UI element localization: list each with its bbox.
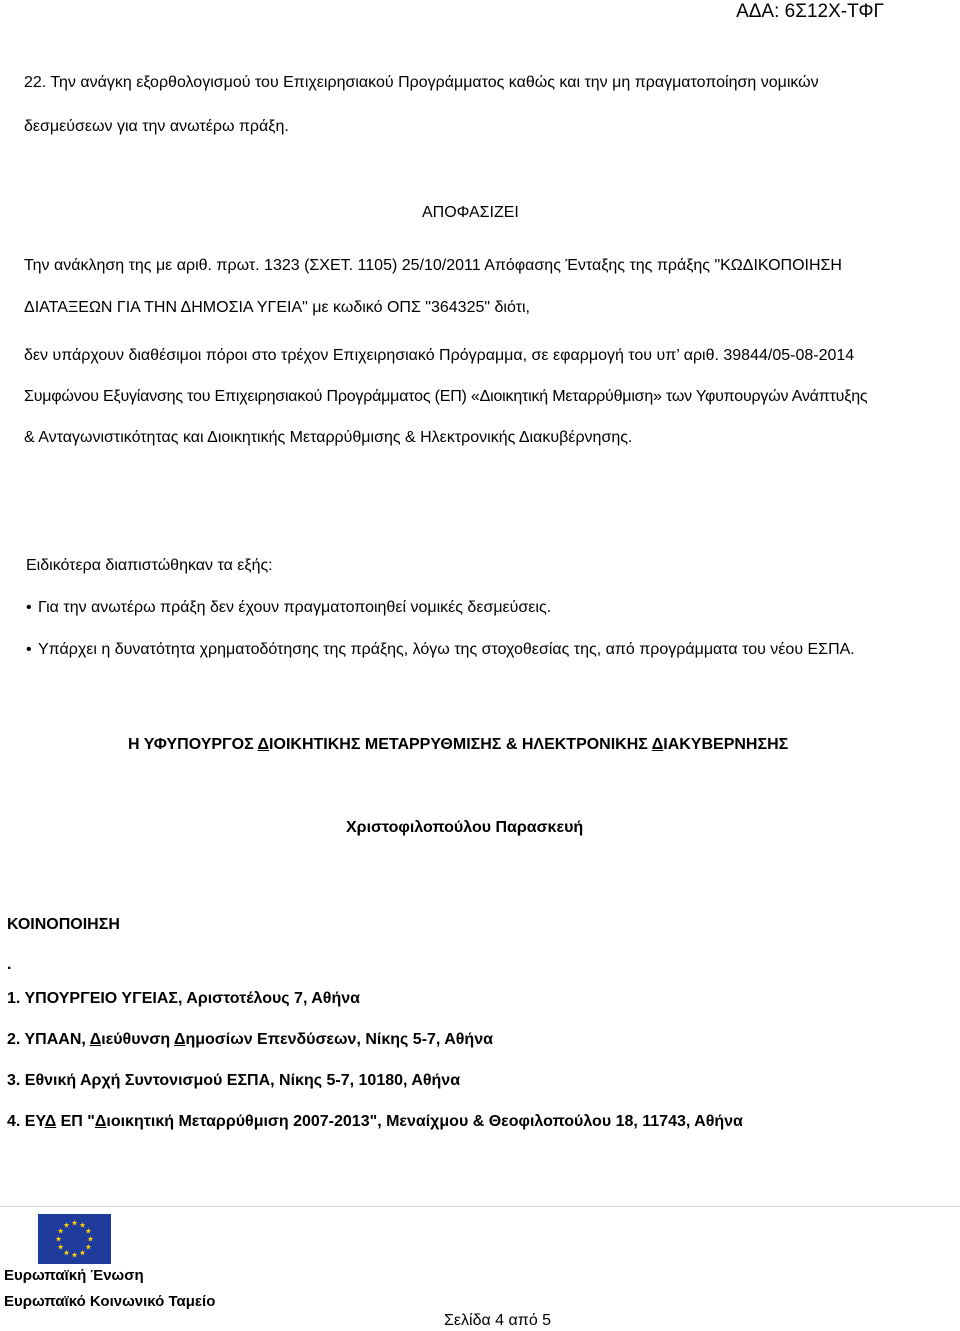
footer-divider xyxy=(0,1206,960,1207)
findings-item-text: Υπάρχει η δυνατότητα χρηματοδότησης της πράξης, λόγω της στοχοθεσίας της, από προγράμματα του νέου ΕΣΠΑ. xyxy=(38,641,855,658)
signatory-title-part: ΙΟΙΚΗΤΙΚΗΣ ΜΕΤΑΡΡΥΘΜΙΣΗΣ & ΗΛΕΚΤΡΟΝΙΚΗΣ xyxy=(269,736,652,753)
notification-item-part: ιεύθυνση xyxy=(101,1031,174,1048)
signatory-title-part: Η ΥΦΥΠΟΥΡΓΟΣ xyxy=(128,736,258,753)
findings-intro: Ειδικότερα διαπιστώθηκαν τα εξής: xyxy=(26,557,273,574)
signatory-title-part: ΙΑΚΥΒΕΡΝΗΣΗΣ xyxy=(663,736,789,753)
notification-item-3: 3. Εθνική Αρχή Συντονισμού ΕΣΠΑ, Νίκης 5-7, 10180, Αθήνα xyxy=(7,1072,461,1089)
findings-item-text: Για την ανωτέρω πράξη δεν έχουν πραγματοποιηθεί νομικές δεσμεύσεις. xyxy=(38,599,552,616)
notification-item-part: Δ xyxy=(89,1031,102,1048)
notification-item-part: Δ xyxy=(94,1113,107,1130)
signatory-title-part: Δ xyxy=(651,736,664,753)
bullet: • xyxy=(26,641,32,658)
esf-label: Ευρωπαϊκό Κοινωνικό Ταμείο xyxy=(4,1293,216,1310)
decision-line-4: Συμφώνου Εξυγίανσης του Επιχειρησιακού Προγράμματος (ΕΠ) «Διοικητική Μεταρρύθμιση» των Υφυπουργών Ανάπτυξης xyxy=(24,388,868,405)
ada-code: ΑΔΑ: 6Σ12Χ-ΤΦΓ xyxy=(736,1,884,22)
decision-line-1: Την ανάκληση της με αριθ. πρωτ. 1323 (ΣΧΕΤ. 1105) 25/10/2011 Απόφασης Ένταξης της πράξης "ΚΩΔΙΚΟΠΟΙΗΣΗ xyxy=(24,257,842,274)
notification-item-4 xyxy=(7,1112,743,1132)
signatory-title-part: Δ xyxy=(257,736,270,753)
signatory-name: Χριστοφιλοπούλου Παρασκευή xyxy=(346,819,584,836)
decision-line-5: & Ανταγωνιστικότητας και Διοικητικής Μεταρρύθμισης & Ηλεκτρονικής Διακυβέρνησης. xyxy=(24,429,633,446)
notification-item-part: Δ xyxy=(44,1113,57,1130)
decision-line-2: ΔΙΑΤΑΞΕΩΝ ΓΙΑ ΤΗΝ ΔΗΜΟΣΙΑ ΥΓΕΙΑ" με κωδικό ΟΠΣ "364325" διότι, xyxy=(24,299,530,316)
eu-flag-icon xyxy=(38,1214,111,1264)
page-number: Σελίδα 4 από 5 xyxy=(444,1312,552,1329)
notification-heading: ΚΟΙΝΟΠΟΙΗΣΗ xyxy=(7,916,120,933)
notification-item-part: Δ xyxy=(173,1031,186,1048)
signatory-title xyxy=(128,735,788,755)
decision-heading: ΑΠΟΦΑΣΙΖΕΙ xyxy=(422,204,519,221)
notification-item-2 xyxy=(7,1030,493,1050)
notification-item-part: ημοσίων Επενδύσεων, Νίκης 5-7, Αθήνα xyxy=(185,1031,493,1048)
notification-item-part: 4. ΕΥ xyxy=(7,1113,45,1130)
notification-dot: . xyxy=(7,956,12,973)
point-22-line-2: δεσμεύσεων για την ανωτέρω πράξη. xyxy=(24,118,289,135)
notification-item-part: ιοικητική Μεταρρύθμιση 2007-2013", Μεναίχμου & Θεοφιλοπούλου 18, 11743, Αθήνα xyxy=(106,1113,743,1130)
notification-item-part: ΕΠ " xyxy=(56,1113,95,1130)
notification-item-part: 2. ΥΠΑΑΝ, xyxy=(7,1031,90,1048)
findings-item xyxy=(26,640,855,660)
point-22-line-1: 22. Την ανάγκη εξορθολογισμού του Επιχειρησιακού Προγράμματος καθώς και την μη πραγματοποίηση νομικών xyxy=(24,74,819,91)
bullet: • xyxy=(26,599,32,616)
decision-line-3: δεν υπάρχουν διαθέσιμοι πόροι στο τρέχον Επιχειρησιακό Πρόγραμμα, σε εφαρμογή του υπ’ αριθ. 39844/05-08-2014 xyxy=(24,347,855,364)
findings-item xyxy=(26,598,551,618)
notification-item-1: 1. ΥΠΟΥΡΓΕΙΟ ΥΓΕΙΑΣ, Αριστοτέλους 7, Αθήνα xyxy=(7,990,360,1007)
eu-label: Ευρωπαϊκή Ένωση xyxy=(4,1267,144,1284)
